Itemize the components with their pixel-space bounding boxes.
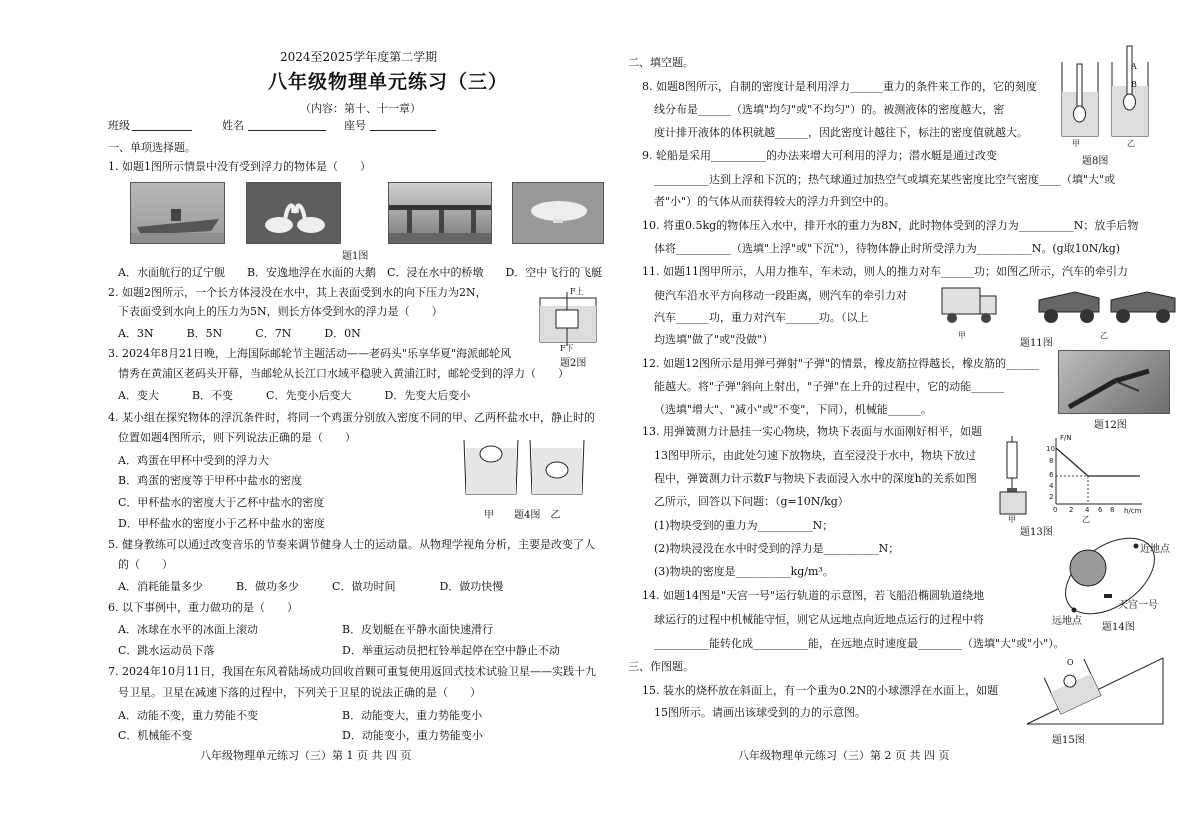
- q8-label-a: A: [1131, 62, 1137, 71]
- slingshot-photo: [1058, 350, 1170, 414]
- q15-figure-caption: 题15图: [1052, 735, 1085, 746]
- q13-label-jia: 甲: [1008, 515, 1016, 524]
- q1-options: A．水面航行的辽宁舰 B．安逸地浮在水面的大鹅 C．浸在水中的桥墩 D．空中飞行的飞艇: [118, 266, 603, 279]
- q2-options: A．3N B．5N C．7N D．0N: [118, 327, 361, 340]
- seat-blank[interactable]: [370, 130, 436, 131]
- q13-y-tick: 2: [1049, 493, 1054, 501]
- q11-line1: 11. 如题11图甲所示，人用力推车，车未动，则人的推力对车______功；如图乙所示，汽车的牵引力: [642, 265, 1128, 278]
- q8-figure-caption: 题8图: [1082, 156, 1109, 167]
- q11-push-truck-figure: [938, 282, 1004, 328]
- q15-line1: 15. 装水的烧杯放在斜面上，有一个重为0.2N的小球漂浮在水面上，如题: [642, 684, 999, 697]
- school-year: 2024至2025学年度第二学期: [280, 50, 438, 64]
- q13-y-tick: 10: [1046, 445, 1055, 453]
- q14-line3: __________能转化成__________能，在远地点时速度最________（选填"大"或"小"）。: [654, 637, 1065, 650]
- q13-y-axis-label: F/N: [1060, 434, 1072, 442]
- q2-figure-caption: 题2图: [560, 358, 587, 369]
- q13-y-tick: 8: [1049, 457, 1054, 465]
- q4-line2: 位置如题4图所示，则下列说法正确的是（ ）: [118, 431, 356, 444]
- q2-line2: 下表面受到水向上的压力为5N，则长方体受到水的浮力是（ ）: [118, 305, 443, 318]
- q7-line1: 7. 2024年10月11日，我国在东风着陆场成功回收首颗可重复使用返回式技术试验卫星——实践十九: [108, 665, 596, 678]
- q5-line2: 的（ ）: [118, 558, 173, 571]
- exam-scope: （内容：第十、十一章）: [300, 102, 421, 115]
- q14-far-point: 远地点: [1052, 616, 1082, 627]
- right-page: [620, 0, 1200, 831]
- exam-title: 八年级物理单元练习（三）: [268, 71, 509, 93]
- q15-center-label: O: [1067, 658, 1074, 667]
- name-label: 姓名: [222, 119, 244, 132]
- q7-option-d: D．动能变小，重力势能变小: [342, 729, 483, 742]
- q3-line2: 情秀在黄浦区老码头开幕，当邮轮从长江口水域平稳驶入黄浦江时，邮轮受到的浮力（ ）: [118, 367, 569, 380]
- q13-x-tick: 4: [1085, 506, 1090, 514]
- airship-photo: [512, 182, 604, 244]
- q7-option-c: C．机械能不变: [118, 729, 193, 742]
- left-page-footer: 八年级物理单元练习（三）第 1 页 共 四 页: [200, 749, 412, 762]
- q4-beakers-figure: [460, 438, 590, 500]
- q11-figure-caption: 题11图: [1020, 338, 1053, 349]
- q10-line1: 10. 将重0.5kg的物体压入水中，排开水的重力为8N，此时物体受到的浮力为__________N；放手后物: [642, 219, 1139, 232]
- q13-x-tick: 2: [1069, 506, 1074, 514]
- q13-spring-scale-figure: [998, 436, 1038, 520]
- q13-x-tick: 6: [1098, 506, 1103, 514]
- q1-figure-caption: 题1图: [342, 251, 369, 262]
- q13-line4: 乙所示，回答以下问题：（g=10N/kg）: [654, 495, 849, 508]
- q15-line2: 15图所示。请画出该球受到的力的示意图。: [654, 706, 866, 719]
- q7-option-a: A．动能不变，重力势能不变: [118, 709, 258, 722]
- q14-figure-caption: 题14图: [1102, 622, 1135, 633]
- bridge-photo: [388, 182, 492, 244]
- q13-line2: 13图甲所示，由此处匀速下放物块，直至浸没于水中，物块下放过: [654, 449, 976, 462]
- q13-line3: 程中，弹簧测力计示数F与物块下表面浸入水中的深度h的关系如图: [654, 472, 977, 485]
- q9-line1: 9. 轮船是采用__________的办法来增大可利用的浮力；潜水艇是通过改变: [642, 149, 997, 162]
- q5-options: A．消耗能量多少 B．做功多少 C．做功时间 D．做功快慢: [118, 580, 504, 593]
- q10-line2: 体将__________（选填"上浮"或"下沉"），待物体静止时所受浮力为__________N。(g取10N/kg): [654, 242, 1121, 255]
- q8-hydrometer-figure: [1058, 44, 1156, 148]
- q2-f-bottom: F下: [560, 344, 574, 353]
- section-fill-blank: 二、填空题。: [628, 56, 694, 69]
- q13-x-tick: 0: [1053, 506, 1058, 514]
- q3-line1: 3. 2024年8月21日晚，上海国际邮轮节主题活动——老码头"乐享华夏"海派邮轮风: [108, 347, 512, 360]
- q12-line1: 12. 如题12图所示是用弹弓弹射"子弹"的情景，橡皮筋拉得越长，橡皮筋的______: [642, 357, 1040, 370]
- q2-line1: 2. 如题2图所示，一个长方体浸没在水中，其上表面受到水的向下压力为2N，: [108, 286, 487, 299]
- q13-line1: 13. 用弹簧测力计悬挂一实心物块，物块下表面与水面刚好相平，如题: [642, 425, 982, 438]
- q12-line2: 能越大。将"子弹"斜向上射出，"子弹"在上升的过程中，它的动能______: [654, 380, 1005, 393]
- q13-label-yi: 乙: [1082, 515, 1090, 524]
- q4-option-b: B．鸡蛋的密度等于甲杯中盐水的密度: [118, 474, 303, 487]
- swans-photo: [246, 182, 341, 244]
- q11-line2: 使汽车沿水平方向移动一段距离，则汽车的牵引力对: [654, 289, 907, 302]
- q14-line2: 球运行的过程中机械能守恒，则它从远地点向近地点运行的过程中将: [654, 613, 984, 626]
- q11-label-yi: 乙: [1100, 331, 1108, 340]
- right-page-footer: 八年级物理单元练习（三）第 2 页 共 四 页: [738, 749, 950, 762]
- q8-label-b: B: [1131, 80, 1137, 89]
- q13-y-tick: 6: [1049, 471, 1054, 479]
- q6-option-c: C．跳水运动员下落: [118, 644, 215, 657]
- q9-line3: 者"小"）的气体从而获得较大的浮力升到空中的。: [654, 195, 896, 208]
- q8-line2: 线分布是______（选填"均匀"或"不均匀"）的。被测液体的密度越大，密: [654, 103, 1005, 116]
- q13-graph-line: [1056, 448, 1140, 476]
- q14-craft-label: 天宫一号: [1118, 600, 1158, 611]
- section-drawing: 三、作图题。: [628, 660, 694, 673]
- q7-option-b: B．动能变大，重力势能变小: [342, 709, 483, 722]
- q9-line2: __________达到上浮和下沉的；热气球通过加热空气或填充某些密度比空气密度____（填"大"或: [654, 173, 1116, 186]
- q13-figure-caption: 题13图: [1020, 527, 1053, 538]
- q11-label-jia: 甲: [958, 331, 966, 340]
- q13-sub2: (2)物块浸没在水中时受到的浮力是__________N；: [654, 542, 900, 555]
- q4-line1: 4. 某小组在探究物体的浮沉条件时，将同一个鸡蛋分别放入密度不同的甲、乙两杯盐水中，静止时的: [108, 411, 595, 424]
- q4-option-a: A．鸡蛋在甲杯中受到的浮力大: [118, 454, 269, 467]
- q11-line4: 均选填"做了"或"没做"）: [654, 333, 774, 346]
- q12-line3: （选填"增大"、"减小"或"不变"，下同），机械能______。: [654, 403, 932, 416]
- q13-x-axis-label: h/cm: [1124, 507, 1142, 515]
- seat-label: 座号: [344, 119, 366, 132]
- q13-force-depth-graph: [1040, 432, 1146, 514]
- q5-line1: 5. 健身教练可以通过改变音乐的节奏来调节健身人士的运动量。从物理学视角分析，主要是改变了人: [108, 538, 595, 551]
- q13-y-tick: 4: [1049, 482, 1054, 490]
- q13-sub1: (1)物块受到的重力为__________N；: [654, 519, 834, 532]
- q8-label-yi: 乙: [1127, 139, 1135, 148]
- q13-x-tick: 8: [1110, 506, 1115, 514]
- q7-line2: 号卫星。卫星在减速下落的过程中，下列关于卫星的说法正确的是（ ）: [118, 686, 481, 699]
- name-blank[interactable]: [248, 130, 326, 131]
- q4-figure-caption: 甲 题4图 乙: [484, 510, 561, 521]
- q1-stem: 1. 如题1图所示情景中没有受到浮力的物体是（ ）: [108, 160, 371, 173]
- q8-label-jia: 甲: [1072, 139, 1080, 148]
- q6-option-a: A．冰球在水平的冰面上滚动: [118, 623, 258, 636]
- q14-near-point: 近地点: [1140, 544, 1170, 555]
- section-single-choice: 一、单项选择题。: [108, 141, 196, 154]
- q4-option-d: D．甲杯盐水的密度小于乙杯中盐水的密度: [118, 517, 325, 530]
- class-blank[interactable]: [132, 130, 192, 131]
- q8-line1: 8. 如题8图所示，自制的密度计是利用浮力______重力的条件来工作的，它的刻度: [642, 80, 1037, 93]
- q8-line3: 度计排开液体的体积就越______，因此密度计越往下，标注的密度值就越大。: [654, 126, 1028, 139]
- q4-option-c: C．甲杯盐水的密度大于乙杯中盐水的密度: [118, 496, 325, 509]
- q13-sub3: (3)物块的密度是__________kg/m³。: [654, 565, 834, 578]
- q2-f-top: F上: [570, 287, 584, 296]
- q6-option-b: B．皮划艇在平静水面快速滑行: [342, 623, 494, 636]
- q3-options: A．变大 B．不变 C．先变小后变大 D．先变大后变小: [118, 389, 471, 402]
- q12-figure-caption: 题12图: [1094, 420, 1127, 431]
- q14-line1: 14. 如题14图是"天宫一号"运行轨道的示意图，若飞船沿椭圆轨道绕地: [642, 589, 985, 602]
- q15-incline-figure: [1025, 652, 1167, 728]
- q11-line3: 汽车______功，重力对汽车______功。（以上: [654, 311, 869, 324]
- q6-option-d: D．举重运动员把杠铃举起停在空中静止不动: [342, 644, 560, 657]
- q11-trucks-figure: [1035, 282, 1183, 326]
- q6-stem: 6. 以下事例中，重力做功的是（ ）: [108, 601, 298, 614]
- aircraft-carrier-photo: [130, 182, 225, 244]
- class-label: 班级: [108, 119, 130, 132]
